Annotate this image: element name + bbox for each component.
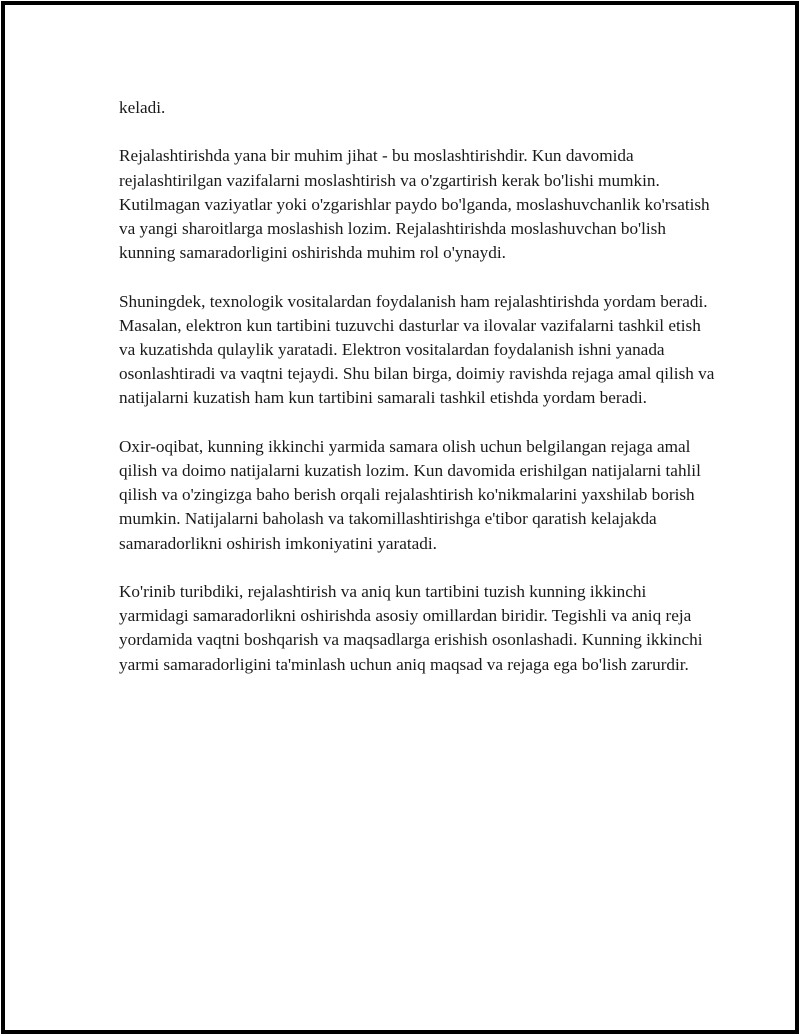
- paragraph-4: Oxir-oqibat, kunning ikkinchi yarmida samara olish uchun belgilangan rejaga amal qilish va doimo natijalarni kuzatish lozim. Kun davomida erishilgan natijalarni tahlil qilish va o'zingizga baho berish orqali rejalashtirish ko'nikmalarini yaxshilab borish mumkin. Natijalarni baholash va takomillashtirishga e'tibor qaratish kelajakda samaradorlikni oshirish imkoniyatini yaratadi.: [119, 436, 701, 553]
- page-body: [119, 96, 719, 701]
- paragraph-3: Shuningdek, texnologik vositalardan foydalanish ham rejalashtirishda yordam beradi. Masalan, elektron kun tartibini tuzuvchi dasturlar va ilovalar vazifalarni tashkil etish va kuzatishda qulaylik yaratadi. Elektron vositalardan foydalanish ishni yanada osonlashtiradi va vaqtni tejaydi. Shu bilan birga, doimiy ravishda rejaga amal qilish va natijalarni kuzatish ham kun tartibini samarali tashkil etishda yordam beradi.: [119, 291, 715, 408]
- paragraph-5: Ko'rinib turibdiki, rejalashtirish va aniq kun tartibini tuzish kunning ikkinchi yarmidagi samaradorlikni oshirishda asosiy omillardan biridir. Tegishli va aniq reja yordamida vaqtni boshqarish va maqsadlarga erishish osonlashadi. Kunning ikkinchi yarmi samaradorligini ta'minlash uchun aniq maqsad va rejaga ega bo'lish zarurdir.: [119, 582, 703, 674]
- page-border: [4, 4, 796, 1031]
- paragraph-2: Rejalashtirishda yana bir muhim jihat - bu moslashtirishdir. Kun davomida rejalashtirilgan vazifalarni moslashtirish va o'zgartirish kerak bo'lishi mumkin. Kutilmagan vaziyatlar yoki o'zgarishlar paydo bo'lganda, moslashuvchanlik ko'rsatish va yangi sharoitlarga moslashish lozim. Rejalashtirishda moslashuvchan bo'lish kunning samaradorligini oshirishda muhim rol o'ynaydi.: [119, 146, 710, 263]
- paragraph-1: keladi.: [119, 98, 166, 117]
